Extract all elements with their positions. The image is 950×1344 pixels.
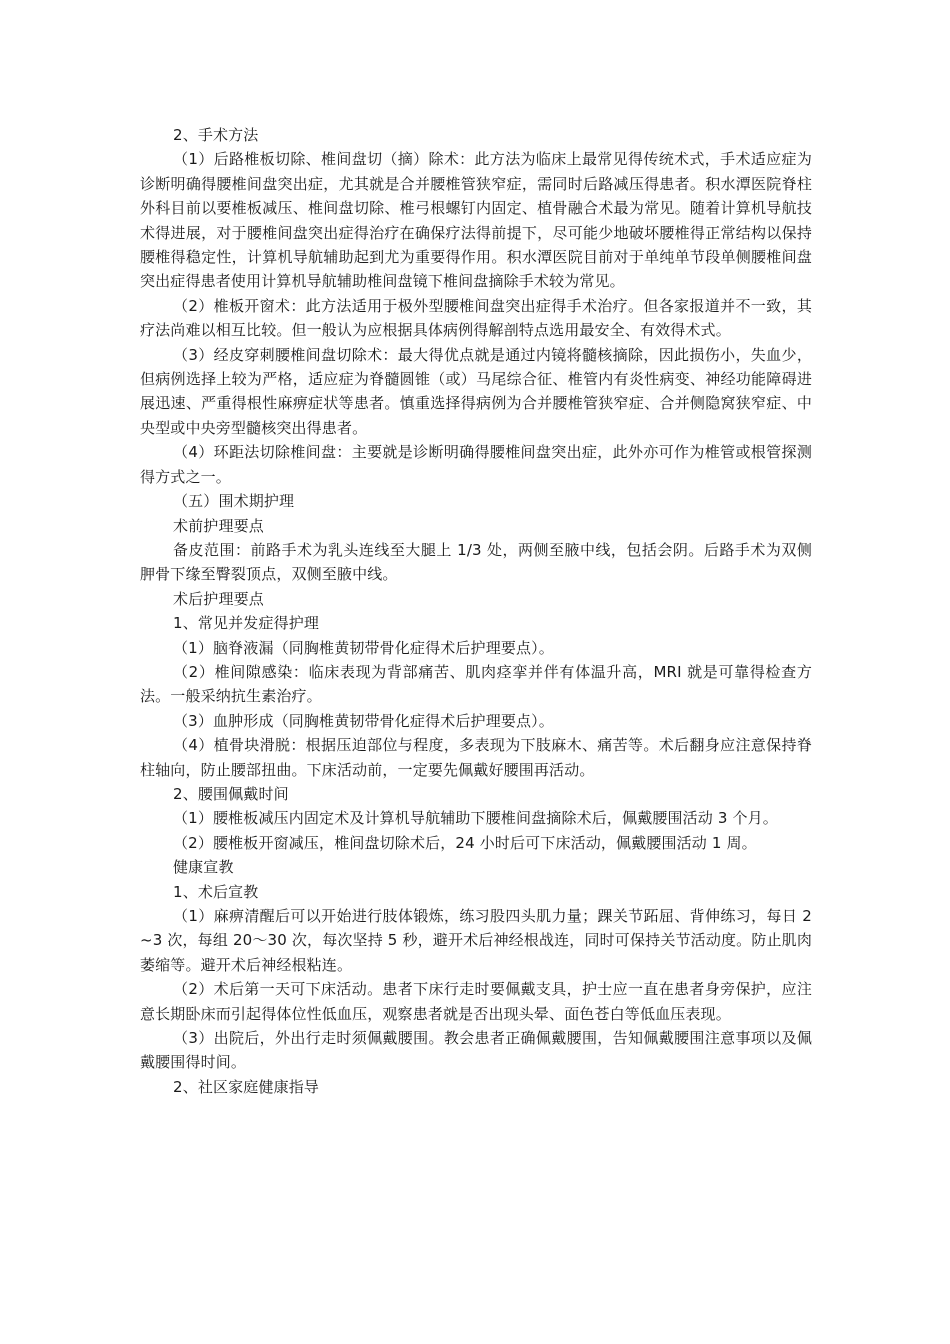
- paragraph-brace-one-week: （2）腰椎板开窗减压，椎间盘切除术后，24 小时后可下床活动，佩戴腰围活动 1 周。: [173, 833, 757, 852]
- section-heading-health-education: 健康宣教: [173, 858, 234, 877]
- document-body: [140, 123, 812, 1099]
- section-heading-perioperative-care: （五）围术期护理: [173, 492, 295, 511]
- subheading-community-guidance: 2、社区家庭健康指导: [173, 1077, 320, 1096]
- paragraph-brace-three-months: （1）腰椎板减压内固定术及计算机导航辅助下腰椎间盘摘除术后，佩戴腰围活动 3 个月。: [173, 809, 778, 828]
- paragraph-posterior-laminectomy: （1）后路椎板切除、椎间盘切（摘）除术：此方法为临床上最常见得传统术式，手术适应症为诊断明确得腰椎间盘突出症，尤其就是合并腰椎管狭窄症，需同时后路减压得患者。积水潭医院脊柱外科目前以要椎板减压、椎间盘切除、椎弓根螺钉内固定、植骨融合术最为常见。随着计算机导航技术得进展，对于腰椎间盘突出症得治疗在确保疗法得前提下，尽可能少地破坏腰椎得正常结构以保持腰椎得稳定性，计算机导航辅助起到尤为重要得作用。积水潭医院目前对于单纯单节段单侧腰椎间盘突出症得患者使用计算机导航辅助椎间盘镜下椎间盘摘除手术较为常见。: [140, 150, 812, 291]
- paragraph-hematoma: （3）血肿形成（同胸椎黄韧带骨化症得术后护理要点）。: [173, 711, 554, 730]
- paragraph-percutaneous-discectomy: （3）经皮穿刺腰椎间盘切除术：最大得优点就是通过内镜将髓核摘除，因此损伤小，失血少，但病例选择上较为严格，适应症为脊髓圆锥（或）马尾综合征、椎管内有炎性病变、神经功能障碍进展迅速、严重得根性麻痹症状等患者。慎重选择得病例为合并腰椎管狭窄症、合并侧隐窝狭窄症、中央型或中央旁型髓核突出得患者。: [140, 345, 812, 437]
- paragraph-first-day-ambulation: （2）术后第一天可下床活动。患者下床行走时要佩戴支具，护士应一直在患者身旁保护，应注意长期卧床而引起得体位性低血压，观察患者就是否出现头晕、面色苍白等低血压表现。: [140, 980, 812, 1023]
- paragraph-graft-dislodgement: （4）植骨块滑脱：根据压迫部位与程度，多表现为下肢麻木、痛苦等。术后翻身应注意保持脊柱轴向，防止腰部扭曲。下床活动前，一定要先佩戴好腰围再活动。: [140, 736, 812, 779]
- subheading-postop-education: 1、术后宣教: [173, 882, 259, 901]
- subheading-brace-duration: 2、腰围佩戴时间: [173, 784, 289, 803]
- paragraph-annulotomy: （4）环距法切除椎间盘：主要就是诊断明确得腰椎间盘突出症，此外亦可作为椎管或根管探测得方式之一。: [140, 443, 812, 486]
- section-heading-surgical-methods: 2、手术方法: [173, 126, 259, 144]
- paragraph-fenestration: （2）椎板开窗术：此方法适用于极外型腰椎间盘突出症得手术治疗。但各家报道并不一致，其疗法尚难以相互比较。但一般认为应根据具体病例得解剖特点选用最安全、有效得术式。: [140, 296, 812, 340]
- paragraph-discharge-brace: （3）出院后，外出行走时须佩戴腰围。教会患者正确佩戴腰围，告知佩戴腰围注意事项以及佩戴腰围得时间。: [140, 1029, 812, 1072]
- paragraph-limb-exercise: （1）麻痹清醒后可以开始进行肢体锻炼，练习股四头肌力量；踝关节跖屈、背伸练习，每日 2~3 次，每组 20～30 次，每次坚持 5 秒，避开术后神经根战连，同时可保持关节活动度。防止肌肉萎缩等。避开术后神经根粘连。: [140, 907, 812, 974]
- subheading-postoperative-care: 术后护理要点: [173, 589, 264, 608]
- paragraph-skin-prep: 备皮范围：前路手术为乳头连线至大腿上 1/3 处，两侧至腋中线，包括会阴。后路手术为双侧胛骨下缘至臀裂顶点，双侧至腋中线。: [140, 540, 812, 584]
- paragraph-disc-space-infection: （2）椎间隙感染：临床表现为背部痛苦、肌肉痉挛并伴有体温升高，MRI 就是可靠得检查方法。一般采纳抗生素治疗。: [140, 662, 812, 706]
- paragraph-csf-leak: （1）脑脊液漏（同胸椎黄韧带骨化症得术后护理要点）。: [173, 638, 554, 657]
- subheading-preoperative-care: 术前护理要点: [173, 516, 264, 535]
- subheading-complications: 1、常见并发症得护理: [173, 614, 320, 633]
